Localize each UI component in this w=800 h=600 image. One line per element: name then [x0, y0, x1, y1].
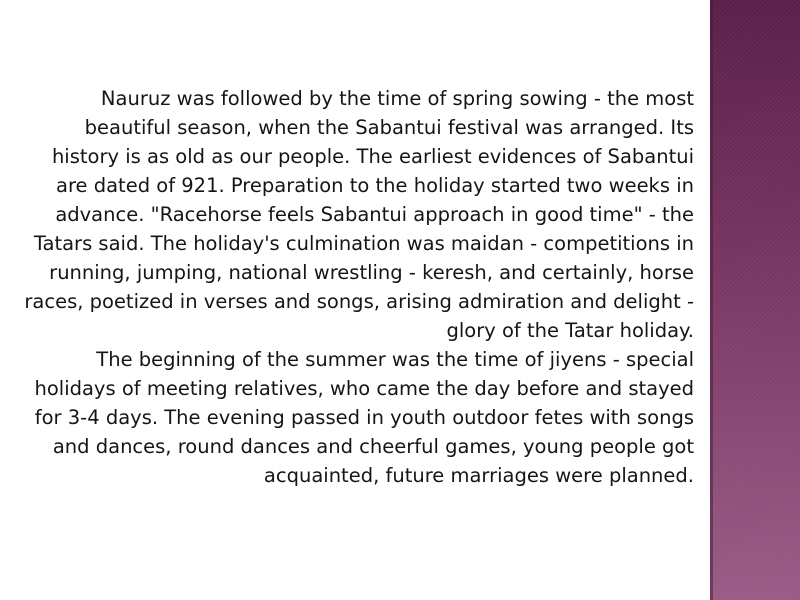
decorative-side-band [710, 0, 800, 600]
paragraph-sabantui: Nauruz was followed by the time of spring sowing - the most beautiful season, when the Sabantui festival was arranged. Its history is as old as our people. The earliest evidences of Sabantui are dated of 921. Preparation to the holiday started two weeks in advance. "Racehorse feels Sabantui approach in good time" - the Tatars said. The holiday's culmination was maidan - competitions in running, jumping, national wrestling - keresh, and certainly, horse races, poetized in verses and songs, arising admiration and delight - glory of the Tatar holiday. [24, 87, 694, 342]
side-band-edge [710, 0, 713, 600]
paragraph-jiyens: The beginning of the summer was the time of jiyens - special holidays of meeting relatives, who came the day before and stayed for 3-4 days. The evening passed in youth outdoor fetes with songs and dances, round dances and cheerful games, young people got acquainted, future marriages were planned. [34, 348, 694, 487]
slide-body-text [18, 84, 694, 490]
